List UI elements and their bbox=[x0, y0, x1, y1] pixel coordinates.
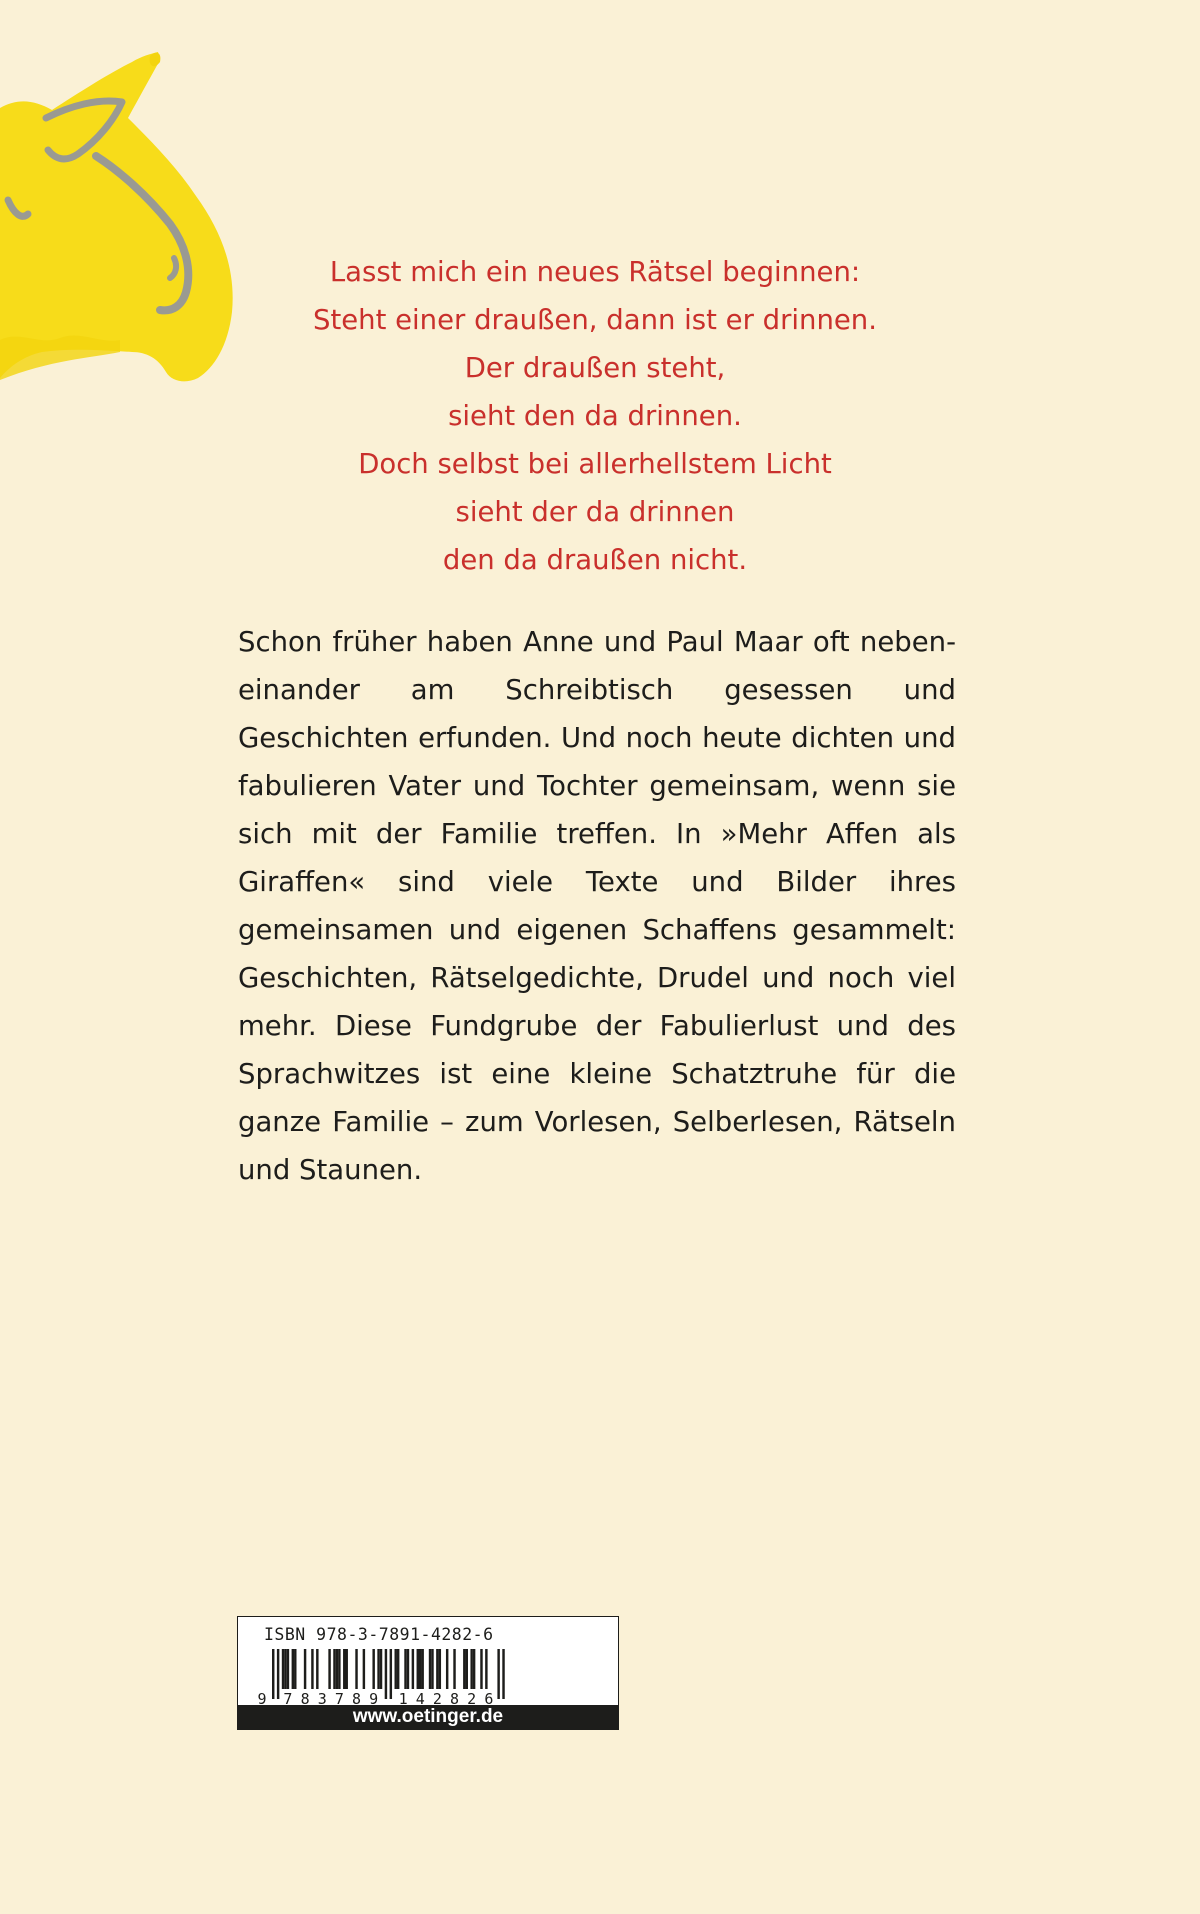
barcode-bar bbox=[343, 1649, 345, 1689]
barcode-bar bbox=[292, 1649, 294, 1689]
barcode-bar bbox=[453, 1649, 455, 1689]
poem-line: sieht der da drinnen bbox=[455, 496, 735, 528]
barcode-bar bbox=[407, 1649, 409, 1689]
barcode-bar bbox=[417, 1649, 419, 1689]
barcode-digit: 9 bbox=[257, 1690, 267, 1705]
barcode-bar bbox=[372, 1649, 374, 1689]
barcode-bar bbox=[294, 1649, 296, 1689]
barcode-guard-bar bbox=[390, 1649, 392, 1699]
barcode-bar bbox=[419, 1649, 421, 1689]
barcode bbox=[244, 1649, 614, 1705]
giraffe-head-illustration bbox=[0, 0, 240, 400]
barcode-digit: 1 bbox=[398, 1690, 408, 1705]
barcode-bar bbox=[436, 1649, 438, 1689]
barcode-bar bbox=[346, 1649, 348, 1689]
barcode-bar bbox=[397, 1649, 399, 1689]
barcode-digit: 8 bbox=[352, 1690, 362, 1705]
barcode-bar bbox=[284, 1649, 286, 1689]
barcode-bar bbox=[473, 1649, 475, 1689]
giraffe-head-icon bbox=[0, 0, 240, 400]
poem-line: Doch selbst bei allerhellstem Licht bbox=[358, 448, 832, 480]
barcode-guard-bar bbox=[272, 1649, 274, 1699]
barcode-bar bbox=[363, 1649, 365, 1689]
barcode-digit: 7 bbox=[334, 1690, 344, 1705]
barcode-bar bbox=[470, 1649, 472, 1689]
barcode-bar bbox=[333, 1649, 335, 1689]
barcode-bar bbox=[480, 1649, 482, 1689]
barcode-digit: 6 bbox=[484, 1690, 494, 1705]
poem-line: den da draußen nicht. bbox=[442, 544, 748, 576]
barcode-bar bbox=[336, 1649, 338, 1689]
barcode-bar bbox=[304, 1649, 306, 1689]
isbn-barcode-box bbox=[237, 1616, 619, 1730]
barcode-digit: 2 bbox=[467, 1690, 477, 1705]
barcode-bar bbox=[355, 1649, 357, 1689]
barcode-digit: 3 bbox=[317, 1690, 327, 1705]
poem bbox=[240, 248, 950, 584]
book-blurb: Schon früher haben Anne und Paul Maar oft nebeneinander am Schreibtisch gesessen und Geschichten erfunden. Und noch heute dichten und fabulieren Vater und Tochter gemeinsam, wenn sie sich mit der Familie treffen. In »Mehr Affen als Giraffen« sind viele Texte und Bilder ihres gemeinsamen und eigenen Schaffens gesammelt: Geschichten, Rätselgedichte, Drudel und noch viel mehr. Diese Fundgrube der Fabulierlust und des Sprachwitzes ist eine kleine Schatztruhe für die ganze Familie – zum Vorlesen, Selberlesen, Rätseln und Staunen. bbox=[238, 626, 956, 1186]
barcode-bar bbox=[446, 1649, 448, 1689]
barcode-bar bbox=[380, 1649, 382, 1689]
barcode-bar bbox=[287, 1649, 289, 1689]
barcode-bar bbox=[316, 1649, 318, 1689]
poem-line: Steht einer draußen, dann ist er drinnen. bbox=[313, 304, 877, 336]
barcode-bar bbox=[282, 1649, 284, 1689]
publisher-website: www.oetinger.de bbox=[238, 1705, 618, 1729]
isbn-label: ISBN 978-3-7891-4282-6 bbox=[264, 1625, 494, 1644]
barcode-bar bbox=[431, 1649, 433, 1689]
barcode-guard-bar bbox=[497, 1649, 499, 1699]
barcode-bar bbox=[395, 1649, 397, 1689]
barcode-bar bbox=[412, 1649, 414, 1689]
barcode-bar bbox=[338, 1649, 340, 1689]
poem-line: Der draußen steht, bbox=[464, 352, 726, 384]
poem-line: sieht den da drinnen. bbox=[448, 400, 742, 432]
barcode-digit: 7 bbox=[283, 1690, 293, 1705]
barcode-bar bbox=[404, 1649, 406, 1689]
barcode-guard-bar bbox=[277, 1649, 279, 1699]
barcode-bar bbox=[421, 1649, 423, 1689]
barcode-guard-bar bbox=[502, 1649, 504, 1699]
barcode-bar bbox=[485, 1649, 487, 1689]
barcode-digit: 8 bbox=[450, 1690, 460, 1705]
barcode-bar bbox=[466, 1649, 468, 1689]
barcode-bar bbox=[377, 1649, 379, 1689]
barcode-digit: 2 bbox=[432, 1690, 442, 1705]
barcode-guard-bar bbox=[385, 1649, 387, 1699]
poem-line: Lasst mich ein neues Rätsel beginnen: bbox=[329, 256, 861, 288]
barcode-bar bbox=[328, 1649, 330, 1689]
barcode-digit: 4 bbox=[415, 1690, 425, 1705]
barcode-bar bbox=[429, 1649, 431, 1689]
barcode-bar bbox=[439, 1649, 441, 1689]
barcode-bar bbox=[311, 1649, 313, 1689]
barcode-digit: 9 bbox=[369, 1690, 379, 1705]
barcode-bar bbox=[463, 1649, 465, 1689]
barcode-digit: 8 bbox=[300, 1690, 310, 1705]
